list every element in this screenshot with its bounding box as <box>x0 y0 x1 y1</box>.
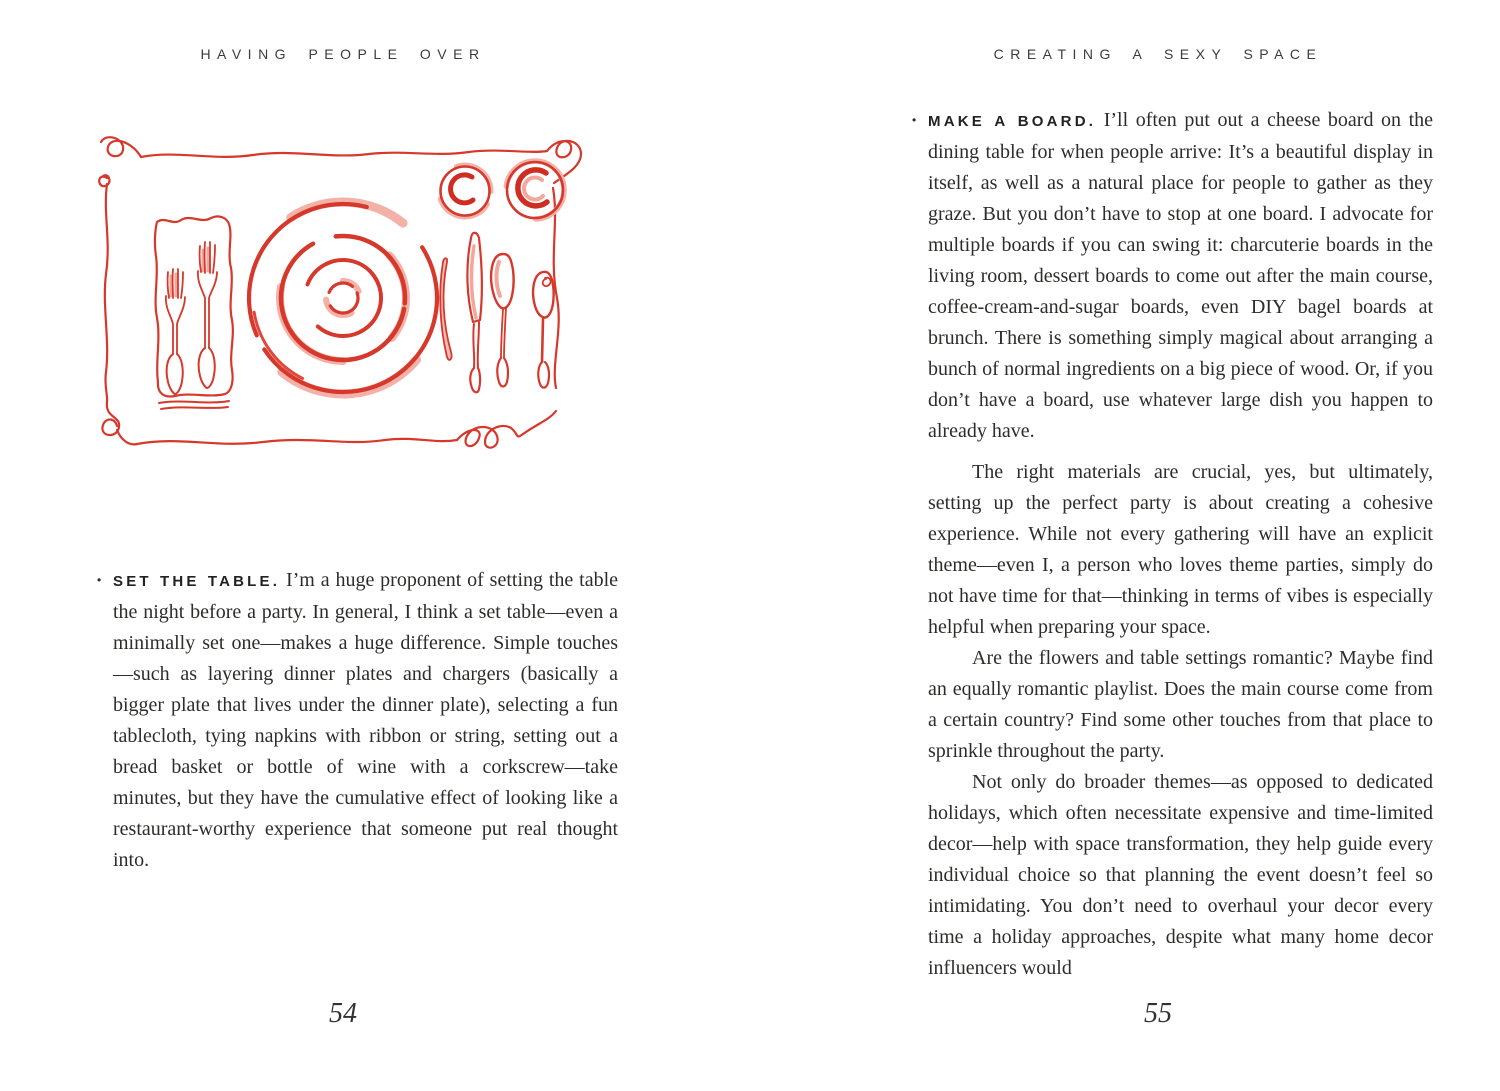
page-number-left: 54 <box>329 998 357 1029</box>
plate-sketch <box>208 163 478 433</box>
bullet-marker: • <box>912 113 917 127</box>
lead-in-make-a-board: MAKE A BOARD. <box>928 113 1097 130</box>
lead-in-set-the-table: SET THE TABLE. <box>113 573 281 590</box>
paragraph-flowers-playlist: Are the flowers and table settings romantic? Maybe find an equally romantic playlist. Does the main course come from a certain country? Find some other touches from that place to sprinkle throughout the party. <box>928 647 1433 762</box>
page-number-right: 55 <box>1144 998 1172 1029</box>
glass-icon <box>429 155 500 226</box>
paragraph-text: I’ll often put out a cheese board on the dining table for when people arrive: It’s a beautiful display in itself, as well as a natural place for people to gather as they graze. But you don’t have to stop at one board. I advocate for multiple boards if you can swing it: charcuterie boards in the living room, dessert boards to come out after the main course, coffee-cream-and-sugar boards, even DIY bagel boards at brunch. There is something simply magical about arranging a bunch of normal ingredients on a big piece of wood. Or, if you don’t have a board, use whatever large dish you happen to already have. <box>928 109 1434 442</box>
paragraph-broader-themes: Not only do broader themes—as opposed to dedicated holidays, which often necessitate expensive and time-limited decor—help with space transformation, they help guide every individual choice so that planning the event doesn’t feel so intimidating. You don’t need to overhaul your decor every time a holiday approaches, despite what many home decor influencers would <box>928 771 1433 979</box>
paragraph-set-the-table <box>97 565 619 876</box>
running-header-left: HAVING PEOPLE OVER <box>200 46 486 62</box>
running-header-right: CREATING A SEXY SPACE <box>993 46 1323 62</box>
fork-icon <box>198 242 217 388</box>
body-text-left <box>97 565 619 876</box>
table-setting-illustration <box>95 126 600 469</box>
butter-knife-icon <box>440 258 451 360</box>
spoon-icon <box>491 254 513 387</box>
teaspoon-icon <box>533 272 554 388</box>
paragraph-make-a-board <box>912 105 1434 447</box>
glass-icon <box>494 149 576 231</box>
page-right <box>750 0 1500 1091</box>
knife-icon <box>467 233 481 393</box>
paragraph-text: I’m a huge proponent of setting the table the night before a party. In general, I think a set table—even a minimally set one—makes a huge difference. Simple touches—such as layering dinner plates and chargers (basically a bigger plate that lives under the dinner plate), selecting a fun tablecloth, tying napkins with ribbon or string, setting out a bread basket or bottle of wine with a corkscrew—take minutes, but they have the cumulative effect of looking like a restaurant-worthy experience that someone put real thought into. <box>113 569 619 871</box>
fork-icon <box>166 269 185 394</box>
body-text-right <box>912 105 1434 984</box>
bullet-marker: • <box>97 573 102 587</box>
paragraph-right-materials: The right materials are crucial, yes, but ultimately, setting up the perfect party is about creating a cohesive experience. While not every gathering will have an explicit theme—even I, a person who loves theme parties, simply do not have time for that—thinking in terms of vibes is especially helpful when preparing your space. <box>928 461 1433 638</box>
table-setting-sketch <box>95 126 600 469</box>
